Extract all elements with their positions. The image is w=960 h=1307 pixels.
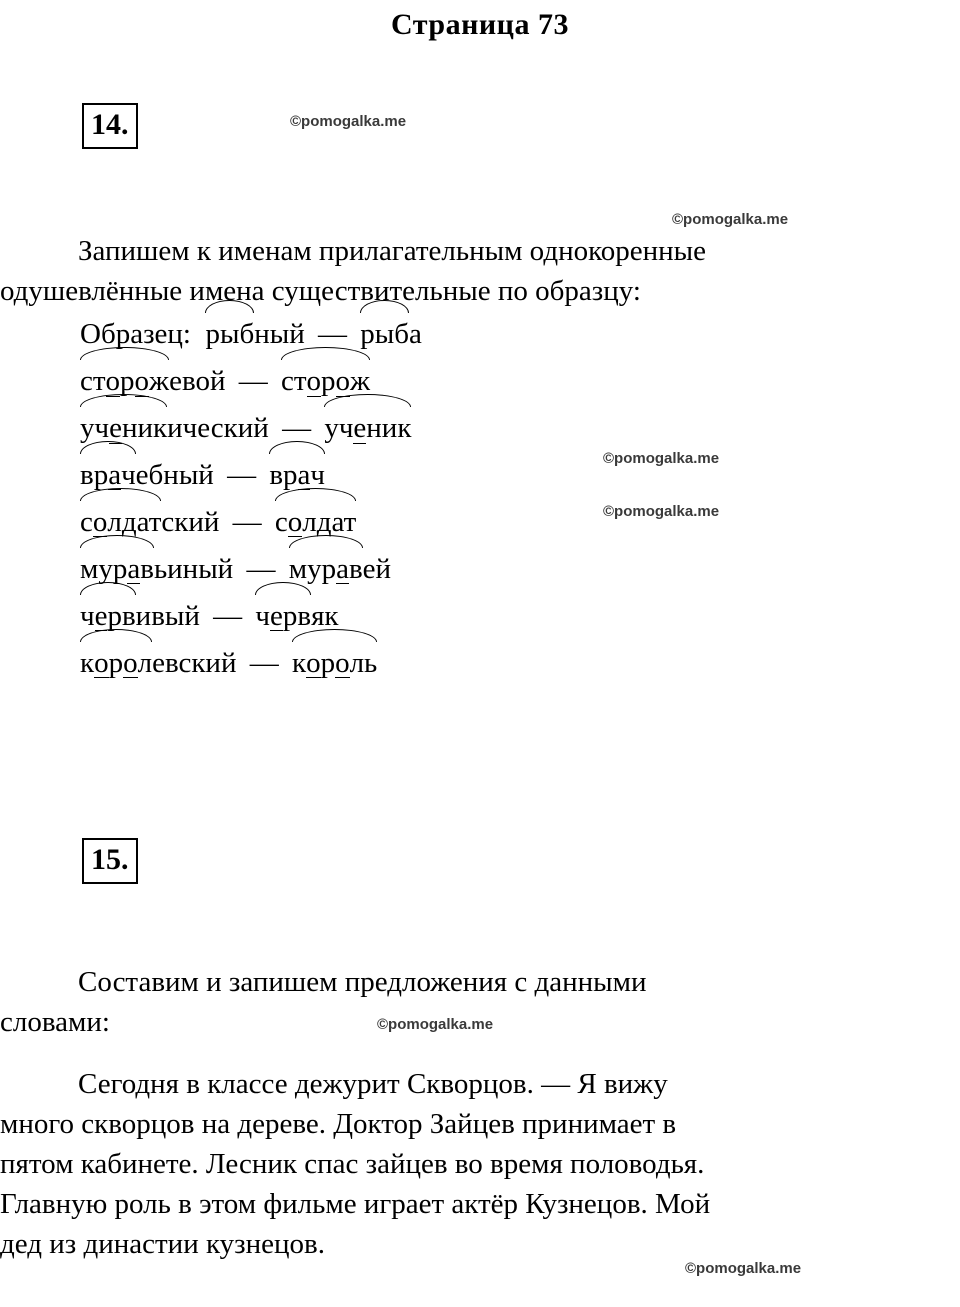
pair-left-root: врач (80, 452, 136, 499)
pair-left-suffix: ский (161, 505, 220, 538)
pair-left-suffix: евой (169, 365, 226, 397)
example-right-word: рыб (360, 311, 409, 358)
pair-left-suffix: ебный (135, 458, 214, 491)
task-15-intro-line-2: словами: (0, 1006, 110, 1039)
watermark-4: ©pomogalka.me (603, 503, 720, 520)
task-number-15: 15. (82, 838, 138, 884)
task-15-answer-line-5: дед из династии кузнецов. (0, 1228, 325, 1261)
task-14-intro (0, 231, 960, 311)
pair-left-root: солдат (80, 499, 161, 546)
pair-left-suffix: евский (152, 646, 237, 679)
pair-dash-icon: — (249, 646, 279, 679)
pair-left-root: мурав (80, 546, 154, 593)
task-14-block (0, 103, 960, 687)
task-15-answer-line-4: Главную роль в этом фильме играет актёр Кузнецов. Мой (0, 1188, 711, 1221)
pair-right-root: сторож (281, 358, 370, 405)
task-14-example-line: Образец: рыбный — рыба (80, 311, 960, 358)
pair-right-root: ученик (324, 405, 411, 452)
pair-left-root: корол (80, 640, 152, 687)
task-14-number-wrap (0, 103, 960, 149)
pair-row (80, 452, 960, 499)
task-14-intro-line-2: одушевлённые имена существительные по образцу: (0, 275, 641, 308)
task-15-block (0, 838, 960, 1264)
example-left-ending: ный (254, 318, 305, 351)
page-title: Страница 73 (391, 8, 569, 41)
pair-dash-icon: — (213, 599, 243, 632)
pair-row: червивый — червяк (80, 593, 960, 640)
pair-row: муравьиный — муравей (80, 546, 960, 593)
watermark-5: ©pomogalka.me (377, 1016, 494, 1033)
task-15-answer-line-1: Сегодня в классе дежурит Скворцов. — Я вижу (78, 1068, 668, 1101)
example-left-word: рыб (205, 311, 254, 358)
task-15-number-wrap (0, 838, 960, 884)
task-15-intro-line-1: Составим и запишем предложения с данными (78, 966, 647, 998)
task-14-example-label: Образец: (80, 318, 191, 351)
pair-row (80, 358, 960, 405)
pair-left-root: черв (80, 593, 136, 640)
pair-dash-icon: — (282, 411, 312, 444)
task-14-pairs (0, 311, 960, 687)
pair-right-root: король (292, 640, 377, 687)
pair-left-suffix: ивый (135, 599, 200, 632)
task-15-answer-line-3: пятом кабинете. Лесник спас зайцев во время половодья. (0, 1148, 705, 1181)
watermark-6: ©pomogalka.me (685, 1260, 802, 1277)
pair-left-suffix: ьиный (153, 552, 234, 585)
pair-dash-icon: — (318, 318, 348, 351)
pair-left-root: ученик (80, 405, 167, 452)
pair-right-root: солдат (275, 499, 356, 546)
watermark-2: ©pomogalka.me (672, 211, 789, 228)
pair-right-root: черв (255, 593, 311, 640)
pair-dash-icon: — (227, 458, 257, 491)
task-15-answer (0, 1064, 960, 1264)
task-number-14: 14. (82, 103, 138, 149)
watermark-1: ©pomogalka.me (290, 113, 407, 130)
pair-dash-icon: — (232, 505, 262, 538)
pair-row (80, 405, 960, 452)
pair-dash-icon: — (238, 365, 268, 397)
watermark-3: ©pomogalka.me (603, 450, 720, 467)
pair-right-root: врач (269, 452, 325, 499)
task-15-answer-line-2: много скворцов на дереве. Доктор Зайцев принимает в (0, 1108, 677, 1141)
pair-row (80, 499, 960, 546)
task-14-intro-line-1: Запишем к именам прилагательным однокоренные (78, 235, 707, 267)
pair-left-root: сторож (80, 358, 169, 405)
pair-right-root: мурав (289, 546, 363, 593)
pair-row (80, 640, 960, 687)
pair-dash-icon: — (246, 552, 276, 585)
pair-left-suffix: ический (167, 411, 269, 444)
